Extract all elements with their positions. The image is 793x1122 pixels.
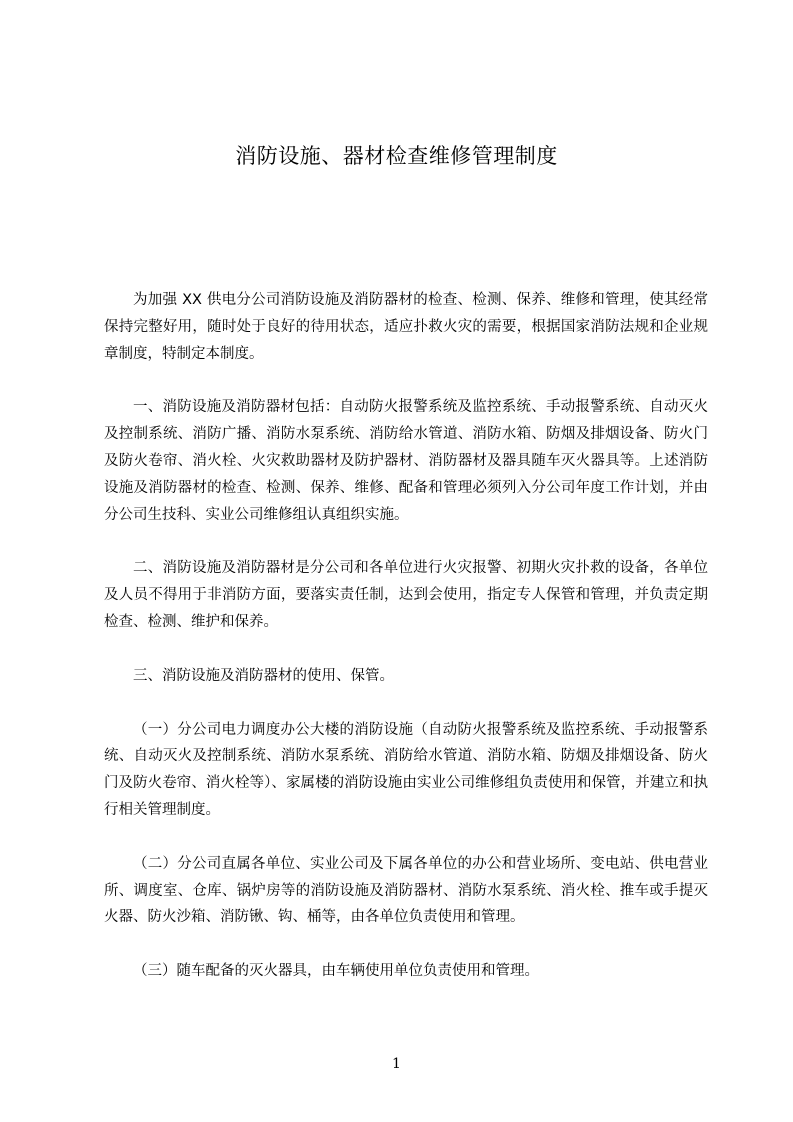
paragraph-gap [104, 824, 708, 851]
document-body [104, 287, 708, 985]
intro-paragraph: 为加强 XX 供电分公司消防设施及消防器材的检查、检测、保养、维修和管理，使其经常保持完整好用，随时处于良好的待用状态，适应扑救火灾的需要，根据国家消防法规和企业规章制度，特制定本制度。 [104, 292, 708, 362]
page-number: 1 [392, 1056, 401, 1072]
paragraph-gap [104, 931, 708, 958]
subsection-3-paragraph: （三）随车配备的灭火器具，由车辆使用单位负责使用和管理。 [133, 963, 539, 980]
section-1-paragraph: 一、消防设施及消防器材包括：自动防火报警系统及监控系统、手动报警系统、自动灭火及控制系统、消防广播、消防水泵系统、消防给水管道、消防水箱、防烟及排烟设备、防火门及防火卷帘、消火栓、火灾救助器材及防护器材、消防器材及器具随车灭火器具等。上述消防设施及消防器材的检查、检测、保养、维修、配备和管理必须列入分公司年度工作计划，并由分公司生技科、实业公司维修组认真组织实施。 [104, 399, 708, 523]
section-3-heading: 三、消防设施及消防器材的使用、保管。 [133, 667, 394, 684]
paragraph-gap [104, 528, 708, 555]
section-2-paragraph: 二、消防设施及消防器材是分公司和各单位进行火灾报警、初期火灾扑救的设备，各单位及人员不得用于非消防方面，要落实责任制，达到会使用，指定专人保管和管理，并负责定期检查、检测、维护和保养。 [104, 560, 708, 630]
document-title: 消防设施、器材检查维修管理制度 [235, 144, 558, 168]
subsection-1-paragraph: （一）分公司电力调度办公大楼的消防设施（自动防火报警系统及监控系统、手动报警系统、自动灭火及控制系统、消防水泵系统、消防给水管道、消防水箱、防烟及排烟设备、防火门及防火卷帘、消火栓等）、家属楼的消防设施由实业公司维修组负责使用和保管，并建立和执行相关管理制度。 [104, 721, 708, 818]
paragraph-gap [104, 636, 708, 663]
paragraph-gap [104, 367, 708, 394]
paragraph-gap [104, 690, 708, 717]
subsection-2-paragraph: （二）分公司直属各单位、实业公司及下属各单位的办公和营业场所、变电站、供电营业所、调度室、仓库、锅炉房等的消防设施及消防器材、消防水泵系统、消火栓、推车或手提灭火器、防火沙箱、消防锹、钩、桶等，由各单位负责使用和管理。 [104, 855, 708, 926]
